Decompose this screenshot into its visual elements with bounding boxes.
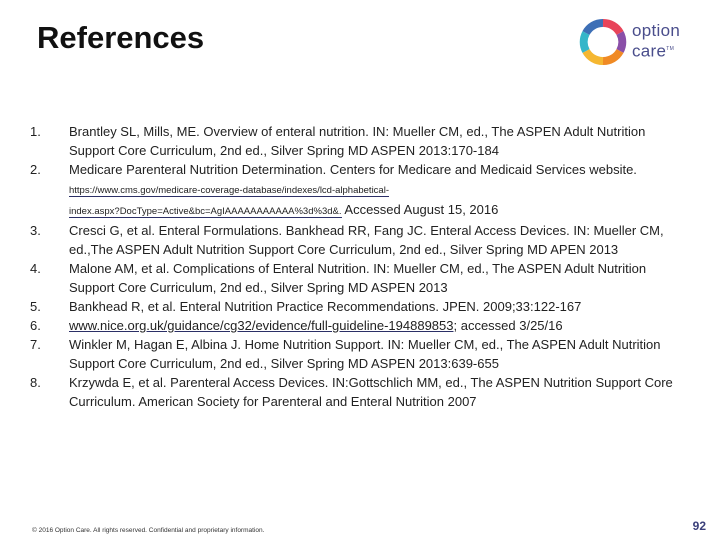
reference-number: 5. (30, 299, 41, 314)
reference-item (25, 373, 685, 411)
reference-text: Krzywda E, et al. Parenteral Access Devices. IN:Gottschlich MM, ed., The ASPEN Nutrition Support Core Curriculum. American Society for Parenteral and Enteral Nutrition 2007 (69, 375, 673, 409)
reference-number: 3. (30, 223, 41, 238)
reference-number: 2. (30, 162, 41, 177)
reference-link[interactable]: www.nice.org.uk/guidance/cg32/evidence/full-guideline-194889853 (69, 318, 454, 333)
reference-text-after: ; accessed 3/25/16 (453, 318, 563, 333)
reference-text: Bankhead R, et al. Enteral Nutrition Practice Recommendations. JPEN. 2009;33:122-167 (69, 299, 582, 314)
reference-number: 1. (30, 124, 41, 139)
reference-item (25, 160, 685, 221)
reference-number: 7. (30, 337, 41, 352)
page-number: 92 (692, 519, 706, 533)
reference-number: 6. (30, 318, 41, 333)
slide-title: References (37, 20, 205, 55)
reference-item (25, 259, 685, 297)
copyright-footer: © 2016 Option Care. All rights reserved. Confidential and proprietary information. (32, 527, 265, 534)
reference-text: Winkler M, Hagan E, Albina J. Home Nutrition Support. IN: Mueller CM, ed., The ASPEN Adult Nutrition Support Core Curriculum, 2nd ed., Silver Spring MD ASPEN 2013:639-655 (69, 337, 661, 371)
reference-number: 4. (30, 261, 41, 276)
reference-url-line2[interactable]: index.aspx?DocType=Active&bc=AgIAAAAAAAAAAA%3d%3d&. (69, 206, 342, 217)
reference-text-after: Accessed August 15, 2016 (341, 202, 499, 217)
reference-url-line1[interactable]: https://www.cms.gov/medicare-coverage-database/indexes/lcd-alphabetical- (69, 185, 389, 196)
reference-item (25, 221, 685, 259)
reference-text: Cresci G, et al. Enteral Formulations. Bankhead RR, Fang JC. Enteral Access Devices. IN: Mueller CM, ed.,The ASPEN Adult Nutrition Support Core Curriculum, 2nd ed., Silver Spring MD APEN 2013 (69, 223, 664, 257)
reference-item (25, 316, 685, 335)
logo-text-line1: option (632, 21, 681, 40)
references-list (25, 122, 685, 411)
reference-item (25, 122, 685, 160)
reference-text-before: Medicare Parenteral Nutrition Determination. Centers for Medicare and Medicaid Services website. (69, 162, 637, 177)
reference-item (25, 297, 685, 316)
option-care-logo (578, 17, 690, 67)
logo-text-line2: care (632, 41, 667, 61)
reference-item (25, 335, 685, 373)
logo-wordmark (632, 21, 680, 61)
reference-text: Brantley SL, Mills, ME. Overview of enteral nutrition. IN: Mueller CM, ed., The ASPEN Adult Nutrition Support Core Curriculum, 2nd ed., Silver Spring MD ASPEN 2013:170-184 (69, 124, 646, 158)
logo-trademark: TM (666, 46, 675, 52)
reference-text (69, 160, 685, 221)
logo-ring-icon (578, 17, 628, 67)
reference-text: Malone AM, et al. Complications of Enteral Nutrition. IN: Mueller CM, ed., The ASPEN Adult Nutrition Support Core Curriculum, 2nd ed., Silver Spring MD ASPEN 2013 (69, 261, 647, 295)
reference-text (69, 316, 685, 335)
reference-number: 8. (30, 375, 41, 390)
